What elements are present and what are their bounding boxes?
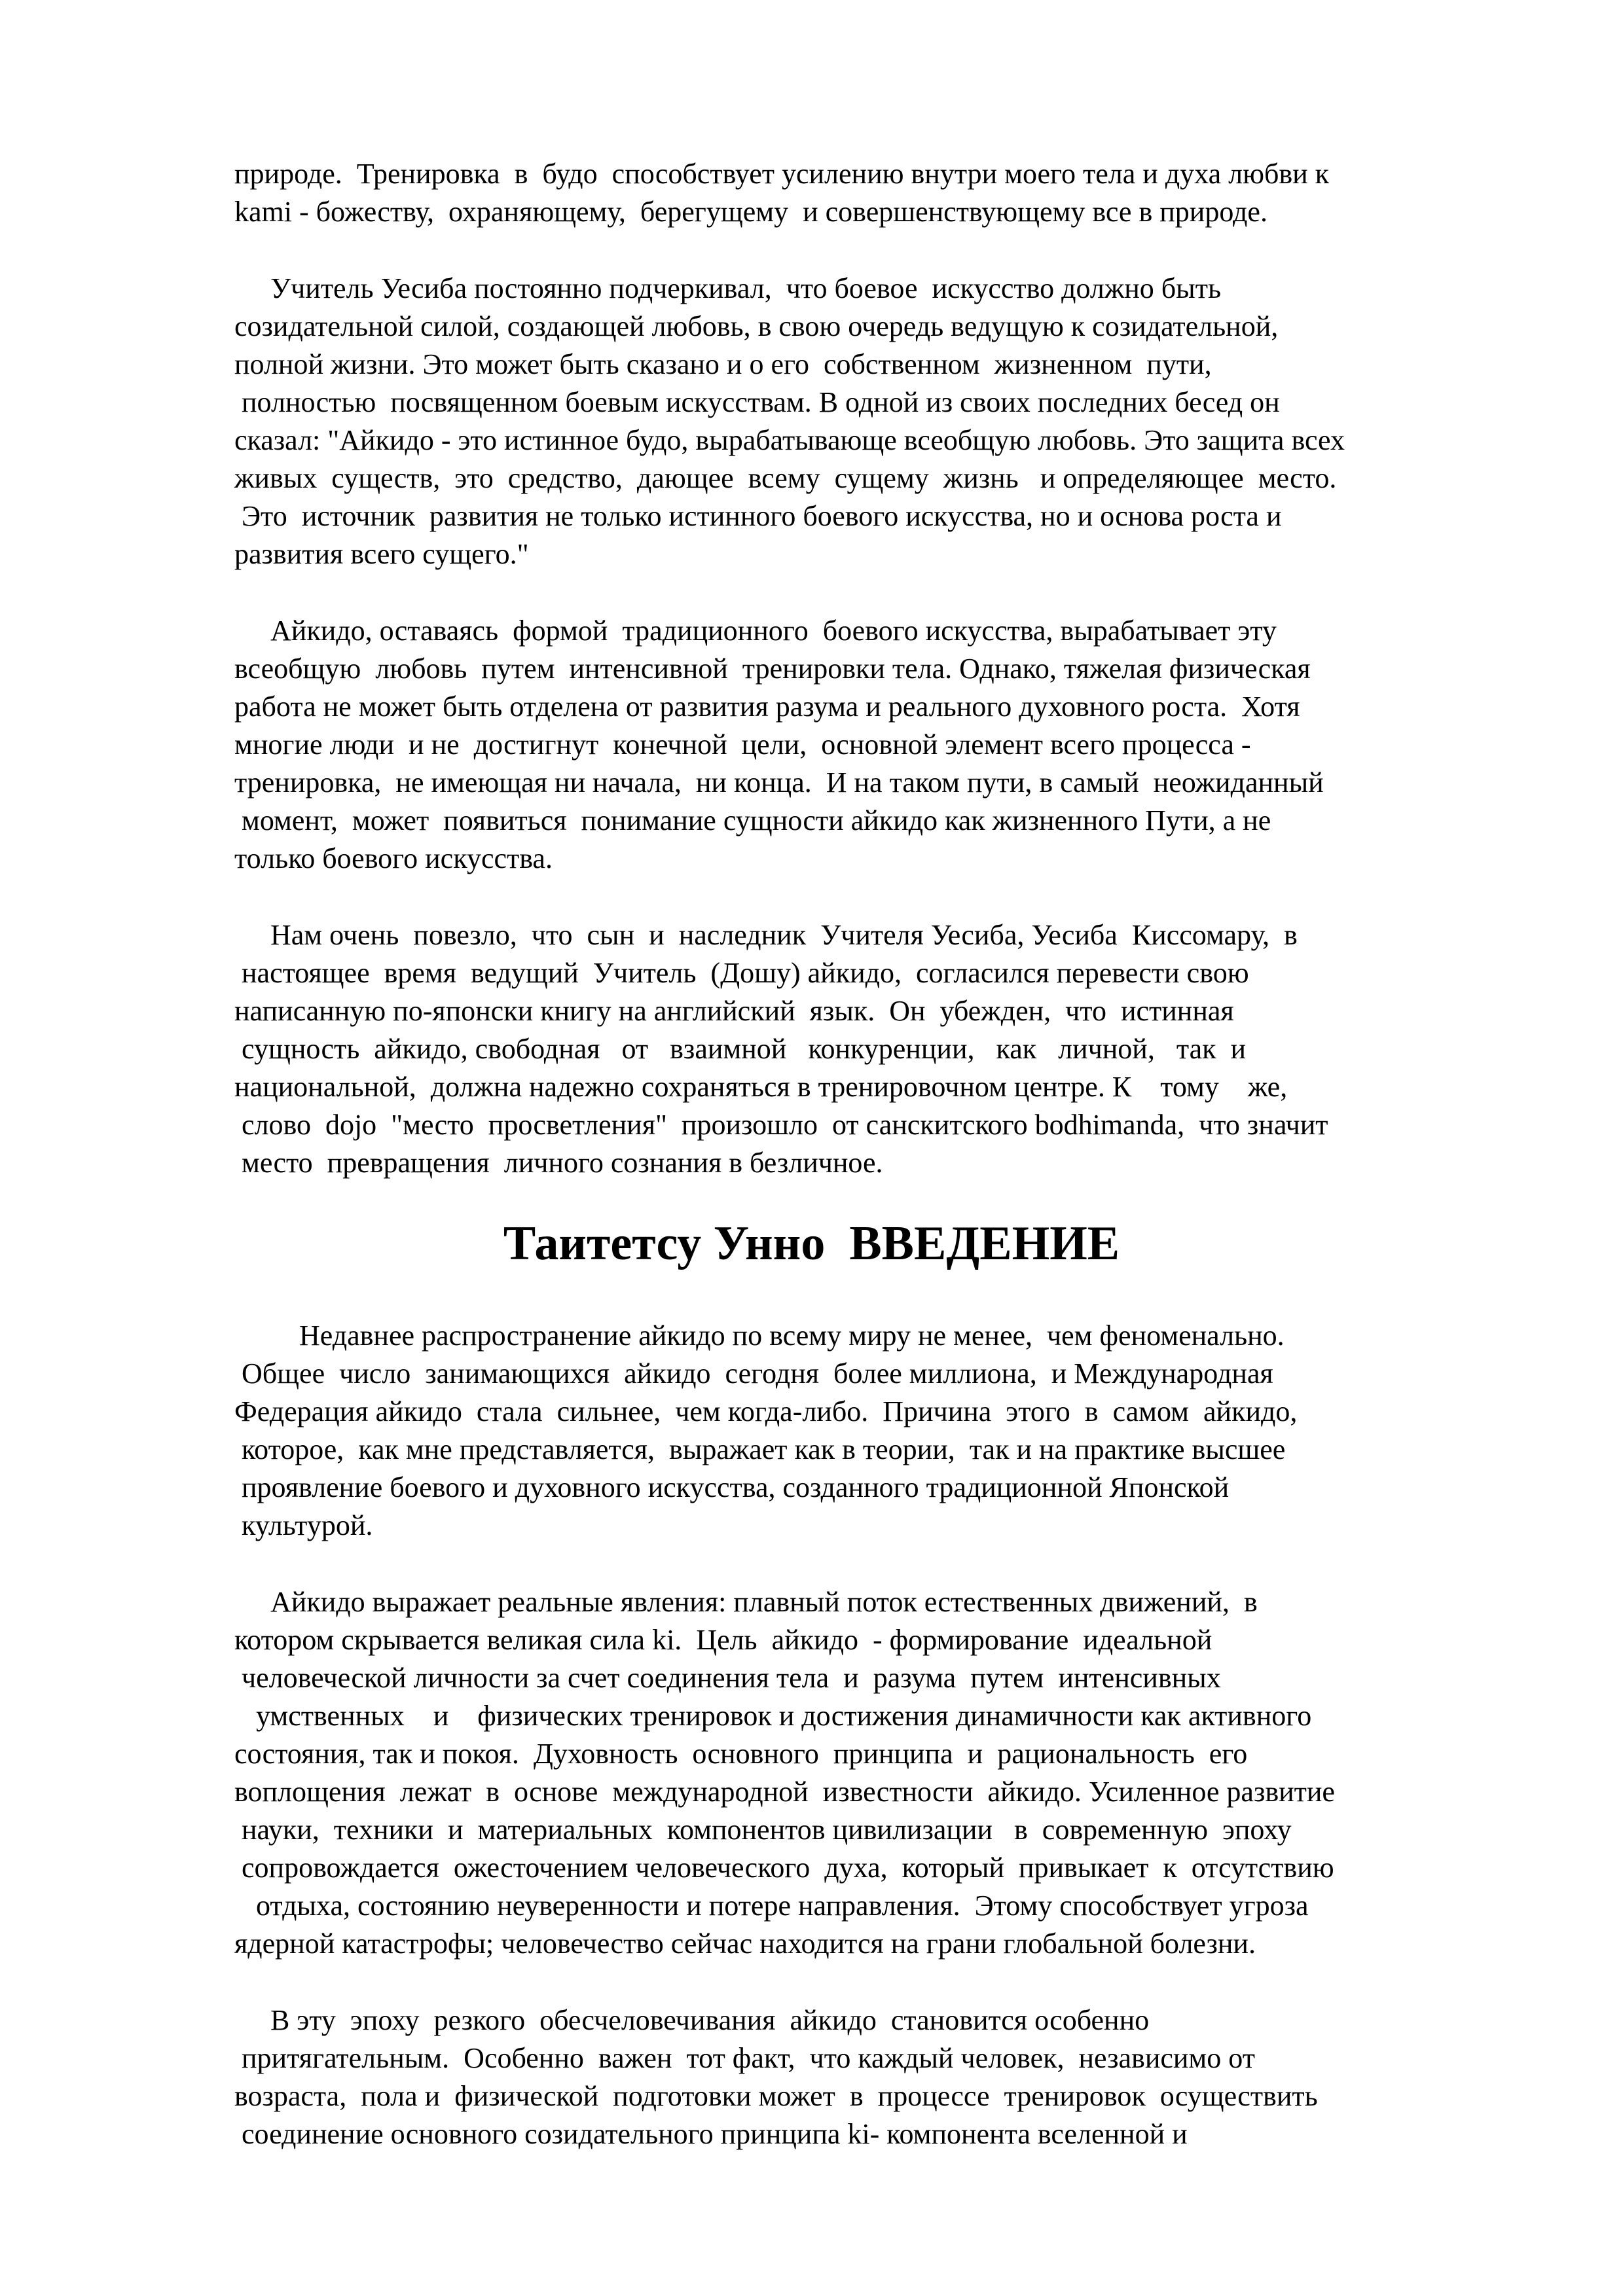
text-line: воплощения лежат в основе международной известности айкидо. Усиленное развитие bbox=[234, 1776, 1335, 1808]
text-line: слово dojo "место просветления" произошло от санскитского bodhimanda, что значит bbox=[234, 1109, 1328, 1141]
text-line: Айкидо выражает реальные явления: плавный поток естественных движений, в bbox=[234, 1586, 1258, 1618]
text-line: Учитель Уесиба постоянно подчеркивал, что боевое искусство должно быть bbox=[234, 272, 1222, 304]
text-line: Айкидо, оставаясь формой традиционного боевого искусства, вырабатывает эту bbox=[234, 615, 1277, 647]
text-line: которое, как мне представляется, выражает как в теории, так и на практике высшее bbox=[234, 1433, 1286, 1465]
text-line: момент, может появиться понимание сущности айкидо как жизненного Пути, а не bbox=[234, 804, 1271, 836]
text-line: сопровождается ожесточением человеческого духа, который привыкает к отсутствию bbox=[234, 1852, 1334, 1884]
text-line: настоящее время ведущий Учитель (Дошу) айкидо, согласился перевести свою bbox=[234, 957, 1249, 989]
text-line: человеческой личности за счет соединения тела и разума путем интенсивных bbox=[234, 1662, 1221, 1694]
text-line: тренировка, не имеющая ни начала, ни конца. И на таком пути, в самый неожиданный bbox=[234, 766, 1324, 798]
text-line: kami - божеству, охраняющему, берегущему и совершенствующему все в природе. bbox=[234, 196, 1267, 228]
text-line: умственных и физических тренировок и достижения динамичности как активного bbox=[234, 1700, 1312, 1732]
text-line: отдыха, состоянию неуверенности и потере направления. Этому способствует угроза bbox=[234, 1890, 1309, 1922]
text-line: сущность айкидо, свободная от взаимной конкуренции, как личной, так и bbox=[234, 1033, 1247, 1065]
text-line: притягательным. Особенно важен тот факт, что каждый человек, независимо от bbox=[234, 2042, 1255, 2074]
text-line: В эту эпоху резкого обесчеловечивания айкидо становится особенно bbox=[234, 2004, 1150, 2036]
text-line: полной жизни. Это может быть сказано и о его собственном жизненном пути, bbox=[234, 348, 1212, 380]
text-line: место превращения личного сознания в безличное. bbox=[234, 1147, 883, 1179]
text-line: соединение основного созидательного принципа ki- компонента вселенной и bbox=[234, 2118, 1188, 2150]
text-line: состояния, так и покоя. Духовность основного принципа и рациональность его bbox=[234, 1738, 1248, 1770]
text-line: только боевого искусства. bbox=[234, 842, 553, 874]
text-line: работа не может быть отделена от развития разума и реального духовного роста. Хотя bbox=[234, 691, 1300, 723]
text-line: проявление боевого и духовного искусства, созданного традиционной Японской bbox=[234, 1471, 1230, 1503]
text-line: природе. Тренировка в будо способствует усилению внутри моего тела и духа любви к bbox=[234, 158, 1330, 190]
text-line: Общее число занимающихся айкидо сегодня более миллиона, и Международная bbox=[234, 1357, 1273, 1390]
text-line: сказал: "Айкидо - это истинное будо, вырабатывающе всеобщую любовь. Это защита всех bbox=[234, 424, 1345, 456]
text-line: культурой. bbox=[234, 1509, 373, 1541]
text-line: Это источник развития не только истинного боевого искусства, но и основа роста и bbox=[234, 500, 1282, 532]
text-line: всеобщую любовь путем интенсивной тренировки тела. Однако, тяжелая физическая bbox=[234, 653, 1311, 685]
text-line: полностью посвященном боевым искусствам. В одной из своих последних бесед он bbox=[234, 386, 1280, 418]
text-line: Недавнее распространение айкидо по всему миру не менее, чем феноменально. bbox=[234, 1319, 1285, 1352]
text-line: котором скрывается великая сила ki. Цель айкидо - формирование идеальной bbox=[234, 1624, 1213, 1656]
text-line: национальной, должна надежно сохраняться в тренировочном центре. К тому же, bbox=[234, 1071, 1288, 1103]
text-line: многие люди и не достигнут конечной цели, основной элемент всего процесса - bbox=[234, 728, 1251, 761]
text-line: ядерной катастрофы; человечество сейчас находится на грани глобальной болезни. bbox=[234, 1928, 1256, 1960]
text-line: развития всего сущего." bbox=[234, 538, 529, 570]
section-heading: Таитетсу Унно ВВЕДЕНИЕ bbox=[503, 1217, 1120, 1270]
text-line: Нам очень повезло, что сын и наследник Учителя Уесиба, Уесиба Киссомару, в bbox=[234, 919, 1298, 951]
text-line: написанную по-японски книгу на английский язык. Он убежден, что истинная bbox=[234, 995, 1234, 1027]
text-line: созидательной силой, создающей любовь, в свою очередь ведущую к созидательной, bbox=[234, 310, 1279, 342]
text-line: науки, техники и материальных компонентов цивилизации в современную эпоху bbox=[234, 1814, 1292, 1846]
text-line: Федерация айкидо стала сильнее, чем когда-либо. Причина этого в самом айкидо, bbox=[234, 1395, 1298, 1427]
text-line: возраста, пола и физической подготовки может в процессе тренировок осуществить bbox=[234, 2080, 1318, 2112]
text-line: живых существ, это средство, дающее всему сущему жизнь и определяющее место. bbox=[234, 462, 1337, 494]
